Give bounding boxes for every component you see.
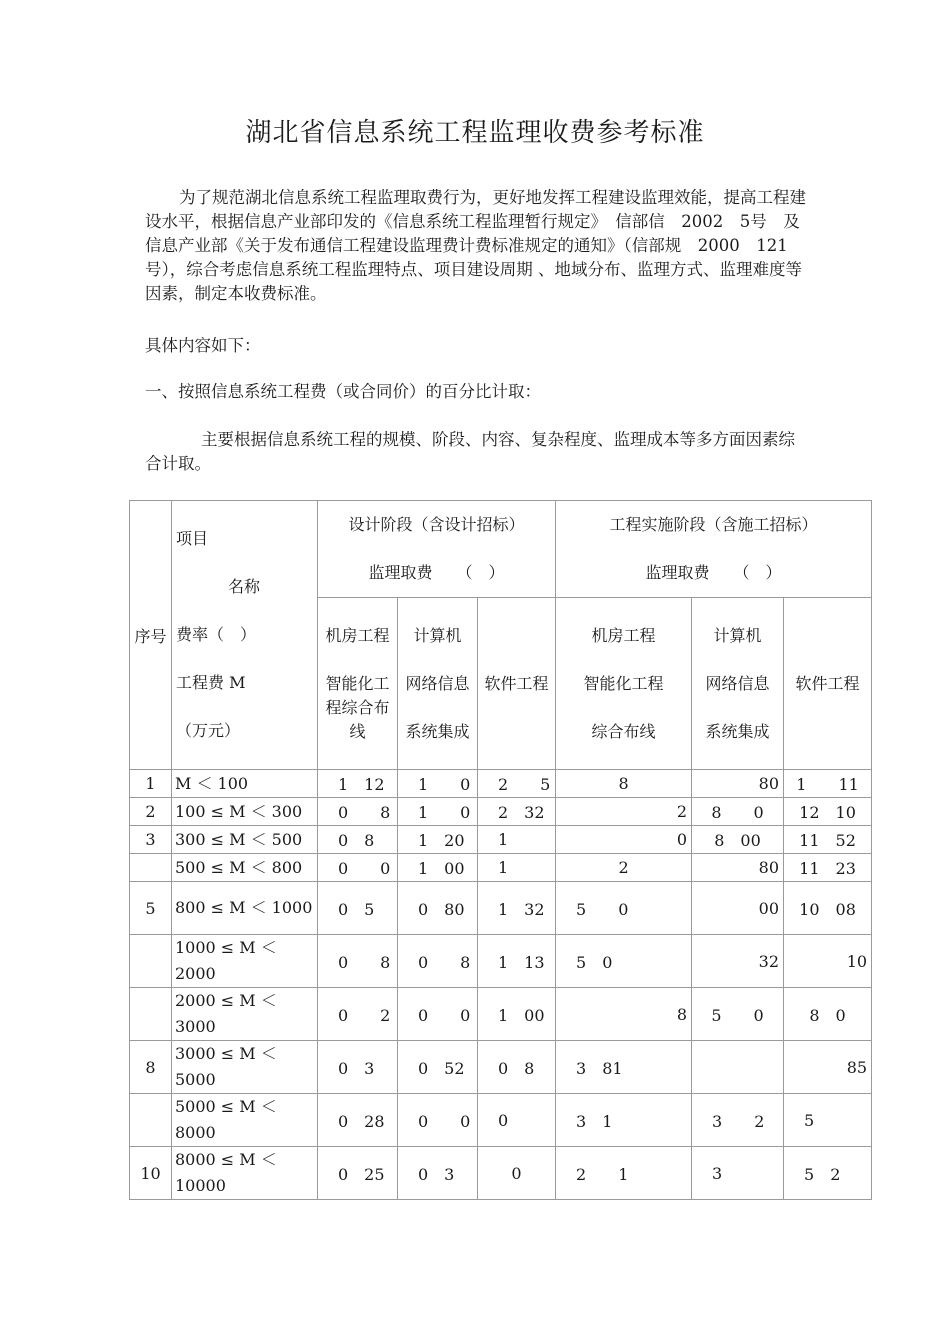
row-value: 12 10 [784, 798, 872, 826]
design-stage-header [318, 501, 556, 598]
item-header-line3: 费率（ ） [176, 625, 257, 644]
row-value: 3 1 [556, 1094, 692, 1147]
design-col-2-line2: 网络信息 [405, 673, 470, 693]
row-value [692, 1041, 784, 1094]
row-serial: 5 [130, 882, 172, 935]
row-value: 1 00 [478, 988, 556, 1041]
content-label: 具体内容如下： [145, 336, 261, 355]
row-value: 8 0 [692, 798, 784, 826]
row-value: 5 0 [556, 935, 692, 988]
design-stage-fee: 监理取费 （ ） [368, 563, 505, 582]
row-value: 0 28 [318, 1094, 398, 1147]
row-range: 5000 ≤ M ＜ 8000 [172, 1094, 318, 1147]
item-header-line2: 名称 [228, 577, 261, 596]
fee-table [129, 500, 872, 1200]
row-value: 0 0 [318, 854, 398, 882]
row-value: 0 0 [398, 1094, 478, 1147]
item-header-line4: 工程费 M [176, 673, 246, 692]
row-value: 3 2 [692, 1094, 784, 1147]
impl-col-1-line3: 综合布线 [591, 721, 656, 741]
row-value: 2 1 [556, 1147, 692, 1200]
row-serial [130, 935, 172, 988]
row-value: 1 0 [398, 770, 478, 798]
row-value: 0 8 [398, 935, 478, 988]
table-row [130, 988, 872, 1041]
row-value: 0 [478, 1094, 556, 1147]
row-value: 80 [692, 854, 784, 882]
row-range: 100 ≤ M ＜ 300 [172, 798, 318, 826]
design-col-1-line2: 智能化工程综合布线 [325, 673, 390, 741]
row-value: 0 0 [398, 988, 478, 1041]
impl-col-2-line1: 计算机 [713, 625, 762, 645]
row-value: 1 [478, 854, 556, 882]
row-value: 1 00 [398, 854, 478, 882]
impl-col-2-line3: 系统集成 [705, 721, 770, 741]
impl-col-machine-room [556, 598, 692, 770]
row-value: 3 [692, 1147, 784, 1200]
row-range: 500 ≤ M ＜ 800 [172, 854, 318, 882]
row-value: 80 [692, 770, 784, 798]
row-value: 5 0 [556, 882, 692, 935]
row-serial [130, 854, 172, 882]
design-col-software [478, 598, 556, 770]
impl-stage-fee: 监理取费 （ ） [645, 563, 782, 582]
row-serial: 3 [130, 826, 172, 854]
row-serial: 2 [130, 798, 172, 826]
design-col-2-line1: 计算机 [413, 625, 462, 645]
section1-text: 主要根据信息系统工程的规模、阶段、内容、复杂程度、监理成本等多方面因素综合计取。 [145, 430, 795, 473]
item-header-line1: 项目 [176, 529, 209, 548]
row-value: 0 25 [318, 1147, 398, 1200]
row-serial [130, 988, 172, 1041]
row-serial [130, 1094, 172, 1147]
row-value: 0 80 [398, 882, 478, 935]
row-value: 1 32 [478, 882, 556, 935]
row-value: 0 8 [318, 935, 398, 988]
table-row [130, 798, 872, 826]
row-value: 10 [784, 935, 872, 988]
row-value: 8 [556, 770, 692, 798]
design-col-2-line3: 系统集成 [405, 721, 470, 741]
row-value: 2 [556, 854, 692, 882]
impl-col-1-line1: 机房工程 [591, 625, 656, 645]
row-value: 2 [556, 798, 692, 826]
row-value: 85 [784, 1041, 872, 1094]
row-value: 0 8 [318, 798, 398, 826]
design-col-machine-room [318, 598, 398, 770]
row-serial: 10 [130, 1147, 172, 1200]
row-value: 0 [556, 826, 692, 854]
row-value: 2 5 [478, 770, 556, 798]
table-row [130, 1147, 872, 1200]
row-value: 1 [478, 826, 556, 854]
document-title: 湖北省信息系统工程监理收费参考标准 [245, 118, 705, 148]
row-range: 800 ≤ M ＜ 1000 [172, 882, 318, 935]
row-serial: 8 [130, 1041, 172, 1094]
row-range: 300 ≤ M ＜ 500 [172, 826, 318, 854]
row-range: 2000 ≤ M ＜ 3000 [172, 988, 318, 1041]
row-value: 0 8 [478, 1041, 556, 1094]
row-value: 8 0 [784, 988, 872, 1041]
row-value: 1 11 [784, 770, 872, 798]
design-stage-title: 设计阶段（含设计招标） [348, 515, 525, 534]
row-value: 5 0 [692, 988, 784, 1041]
row-value: 11 23 [784, 854, 872, 882]
impl-col-3-line1: 软件工程 [795, 673, 860, 693]
impl-stage-title: 工程实施阶段（含施工招标） [609, 515, 818, 534]
item-header-line5: （万元） [176, 721, 241, 740]
row-value: 1 0 [398, 798, 478, 826]
row-range: 3000 ≤ M ＜ 5000 [172, 1041, 318, 1094]
row-value: 11 52 [784, 826, 872, 854]
row-value: 5 2 [784, 1147, 872, 1200]
row-value: 1 13 [478, 935, 556, 988]
row-value: 0 2 [318, 988, 398, 1041]
row-value: 0 [478, 1147, 556, 1200]
row-value: 0 52 [398, 1041, 478, 1094]
row-value: 0 3 [398, 1147, 478, 1200]
row-range: M ＜ 100 [172, 770, 318, 798]
table-row [130, 1041, 872, 1094]
section1-heading: 一、按照信息系统工程费（或合同价）的百分比计取： [145, 382, 541, 401]
design-col-network [398, 598, 478, 770]
row-value: 8 [556, 988, 692, 1041]
impl-stage-header [556, 501, 872, 598]
table-row [130, 1094, 872, 1147]
impl-col-1-line2: 智能化工程 [583, 673, 664, 693]
row-value: 32 [692, 935, 784, 988]
table-row [130, 882, 872, 935]
impl-col-2-line2: 网络信息 [705, 673, 770, 693]
row-value: 2 32 [478, 798, 556, 826]
design-col-3-line1: 软件工程 [484, 673, 549, 693]
table-row [130, 854, 872, 882]
row-value: 1 12 [318, 770, 398, 798]
table-row [130, 826, 872, 854]
table-row [130, 935, 872, 988]
row-value: 0 3 [318, 1041, 398, 1094]
intro-paragraph: 为了规范湖北信息系统工程监理取费行为，更好地发挥工程建设监理效能，提高工程建设水平，根据信息产业部印发的《信息系统工程监理暂行规定》 信部信 2002 5号 及信息产业部《关于发布通信工程建设监理费计费标准规定的通知》（信部规 2000 121号），综合考虑信息系统工程监理特点、项目建设周期 、地域分布、监理方式、监理难度等因素，制定本收费标准。 [145, 188, 806, 303]
item-header [172, 501, 318, 770]
impl-col-network [692, 598, 784, 770]
serial-header: 序号 [130, 501, 172, 770]
impl-col-software [784, 598, 872, 770]
row-value: 1 20 [398, 826, 478, 854]
row-value: 0 8 [318, 826, 398, 854]
row-value: 00 [692, 882, 784, 935]
table-row [130, 770, 872, 798]
row-serial: 1 [130, 770, 172, 798]
row-value: 0 5 [318, 882, 398, 935]
row-range: 8000 ≤ M ＜ 10000 [172, 1147, 318, 1200]
row-value: 10 08 [784, 882, 872, 935]
row-value: 3 81 [556, 1041, 692, 1094]
row-value: 5 [784, 1094, 872, 1147]
design-col-1-line1: 机房工程 [325, 625, 390, 645]
row-value: 8 00 [692, 826, 784, 854]
row-range: 1000 ≤ M ＜ 2000 [172, 935, 318, 988]
